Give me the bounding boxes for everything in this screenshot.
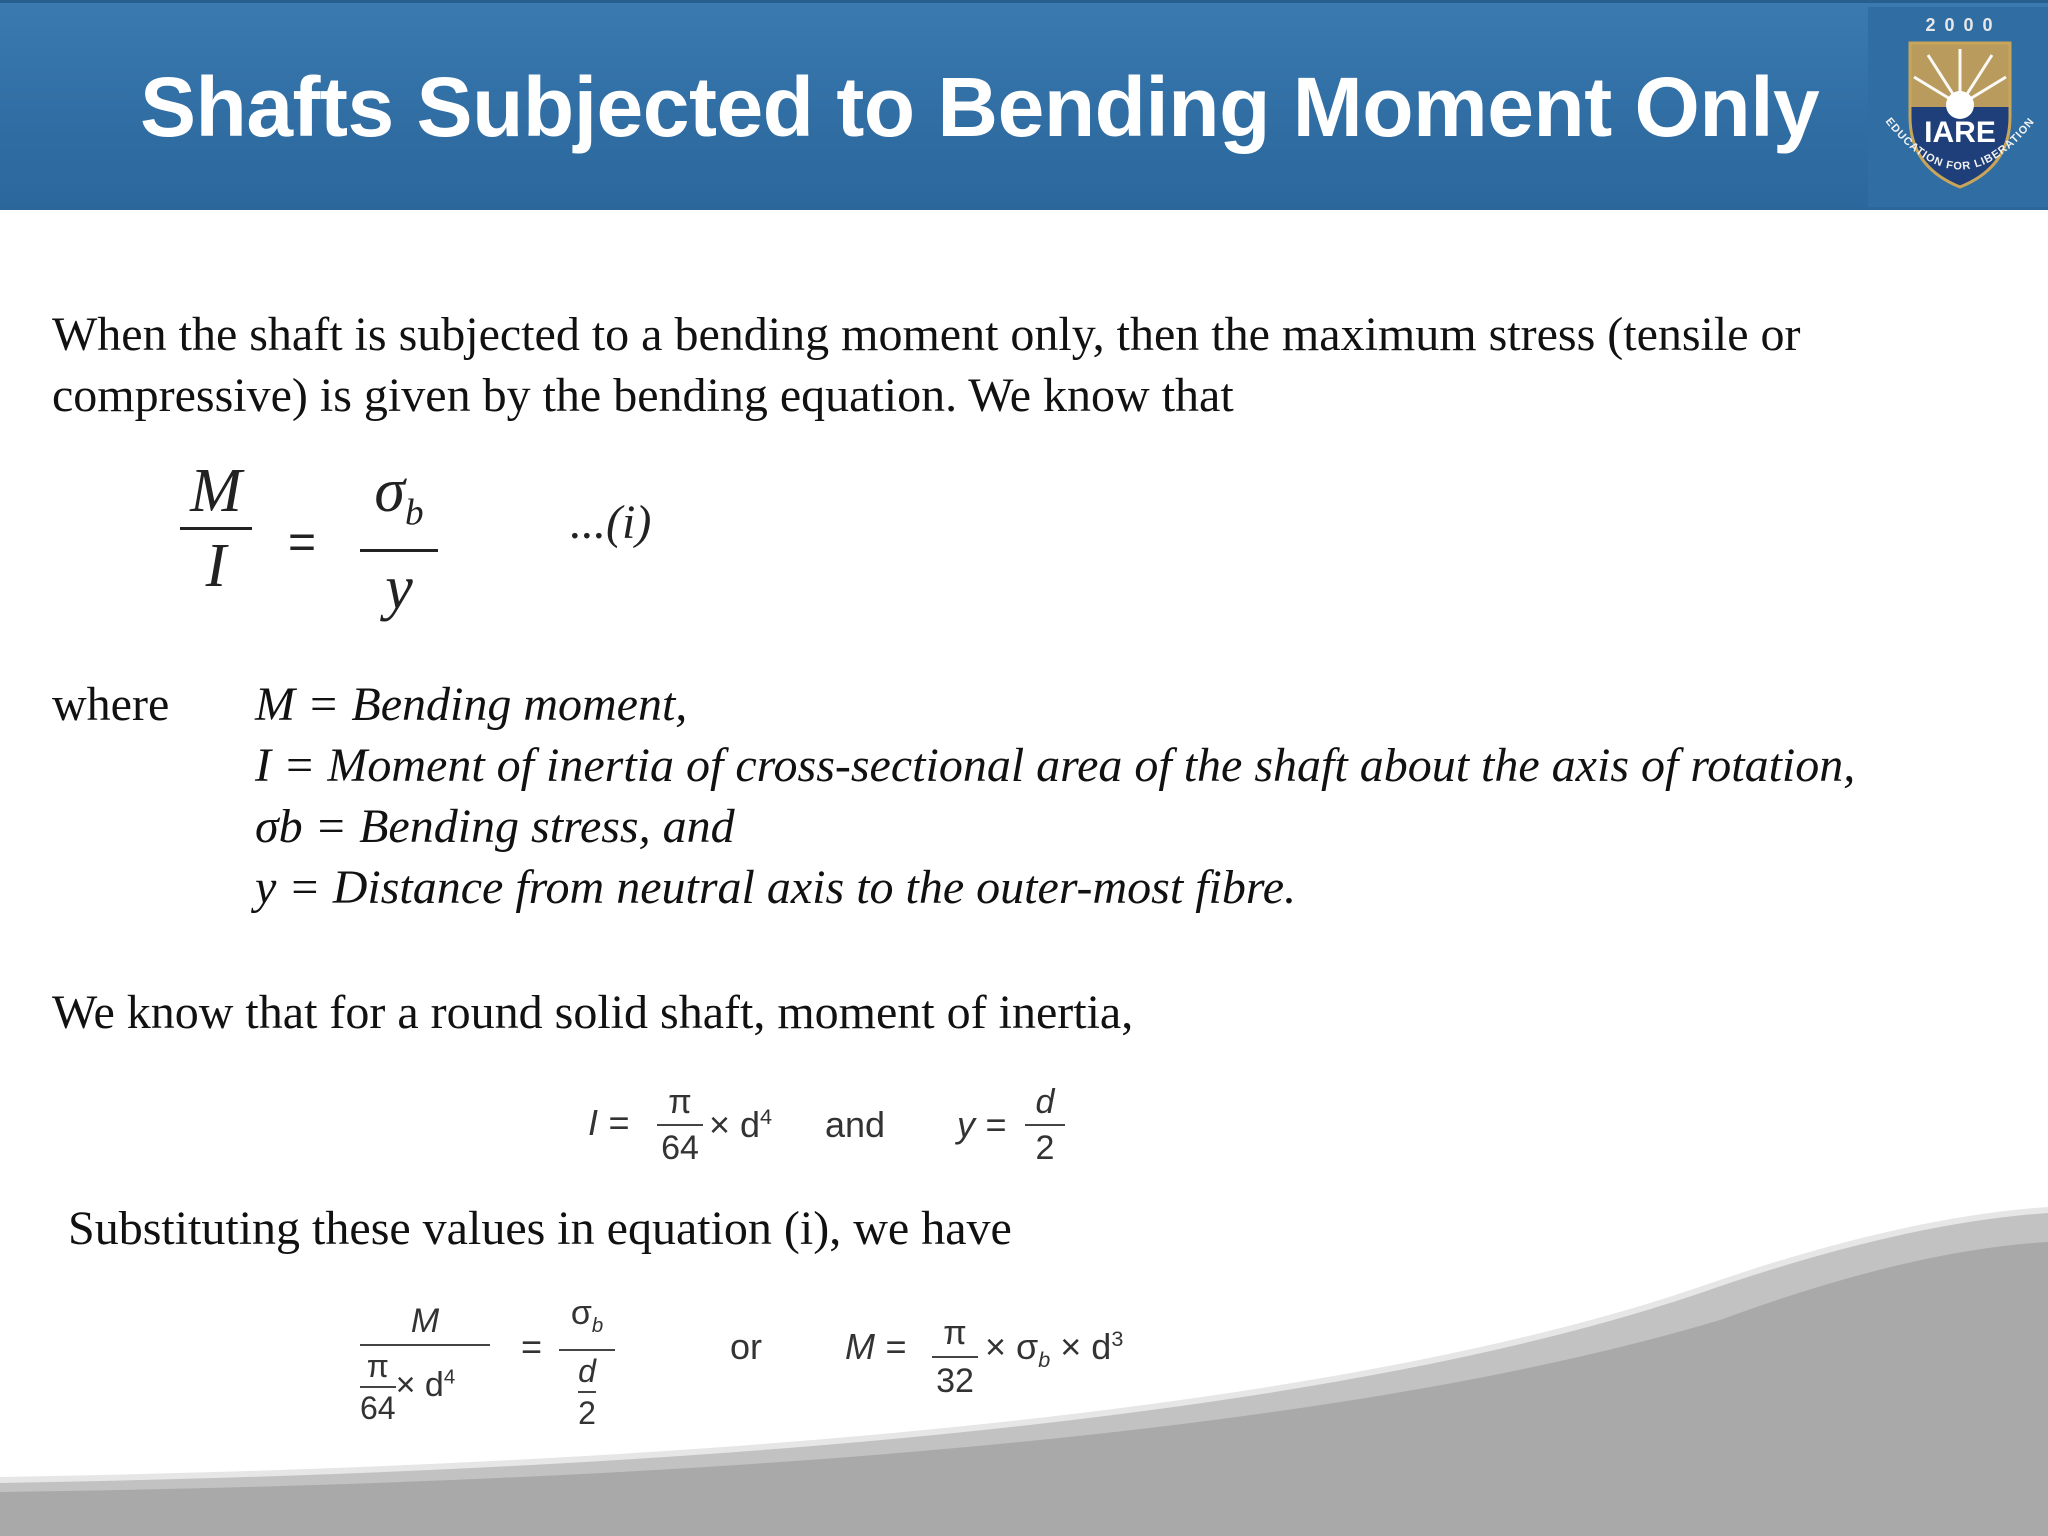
eq3-sigma-d3: × $\sigma_b \times d^3$: [985, 1326, 1124, 1373]
definition-item: I = Moment of inertia of cross-sectional area of the shaft about the axis of rotation,: [255, 739, 1856, 792]
eq3-or: or: [730, 1326, 763, 1367]
definition-item: σb = Bending stress, and: [255, 800, 735, 853]
logo-motto: EDUCATION FOR LIBERATION: [1882, 115, 2038, 173]
eq1-denominator-y: y: [385, 554, 413, 623]
eq2-and: and: [825, 1104, 886, 1145]
bending-equation: [160, 455, 680, 625]
substituted-equation: [355, 1290, 1155, 1460]
fraction-pi-over-64: π 64: [657, 1080, 703, 1170]
fraction-pi-over-32: π 32: [932, 1310, 978, 1404]
eq1-numerator-m: M: [190, 457, 242, 525]
eq1-equals: =: [288, 516, 317, 569]
eq1-numerator-sigma: $\sigma_b$: [374, 457, 424, 534]
eq2-lhs: I =: [588, 1102, 630, 1143]
title-bar: [0, 0, 2048, 210]
logo-year: 2 0 0 0: [1925, 15, 1995, 35]
eq2-y-lhs: y =: [957, 1104, 1007, 1145]
eq3-m-lhs: M =: [845, 1326, 907, 1367]
fraction-d-over-2: d 2: [1025, 1080, 1065, 1170]
eq3-equals: =: [521, 1326, 543, 1367]
substitute-paragraph: Substituting these values in equation (i), we have: [68, 1202, 1012, 1255]
round-shaft-paragraph: We know that for a round solid shaft, moment of inertia,: [52, 986, 1134, 1039]
where-label: where: [52, 678, 170, 731]
logo-name: IARE: [1924, 116, 1996, 149]
fraction-sigma-over-y: [360, 455, 438, 624]
equation-label: ...(i): [570, 496, 652, 549]
intro-paragraph: [52, 304, 1801, 426]
moment-of-inertia-equation: [585, 1080, 1065, 1200]
iare-logo: [1868, 7, 2048, 207]
fraction-m-over-i: [180, 455, 252, 602]
eq1-denominator-i: I: [205, 532, 227, 600]
intro-line-1: When the shaft is subjected to a bending moment only, then the maximum stress (tensile or: [52, 308, 1801, 361]
definition-item: M = Bending moment,: [255, 678, 688, 731]
slide-title: Shafts Subjected to Bending Moment Only: [140, 60, 1820, 154]
fraction-sigma-over-half-d: $\sigma_b$ $\frac{d}{2}$: [559, 1290, 615, 1433]
eq2-times-d4: × $d^4$: [709, 1104, 773, 1145]
intro-line-2: compressive) is given by the bending equation. We know that: [52, 369, 1234, 422]
definition-item: y = Distance from neutral axis to the outer-most fibre.: [255, 861, 1297, 914]
fraction-m-over-inertia: M $\frac{\pi}{64}$ × $d^4$: [360, 1298, 490, 1428]
